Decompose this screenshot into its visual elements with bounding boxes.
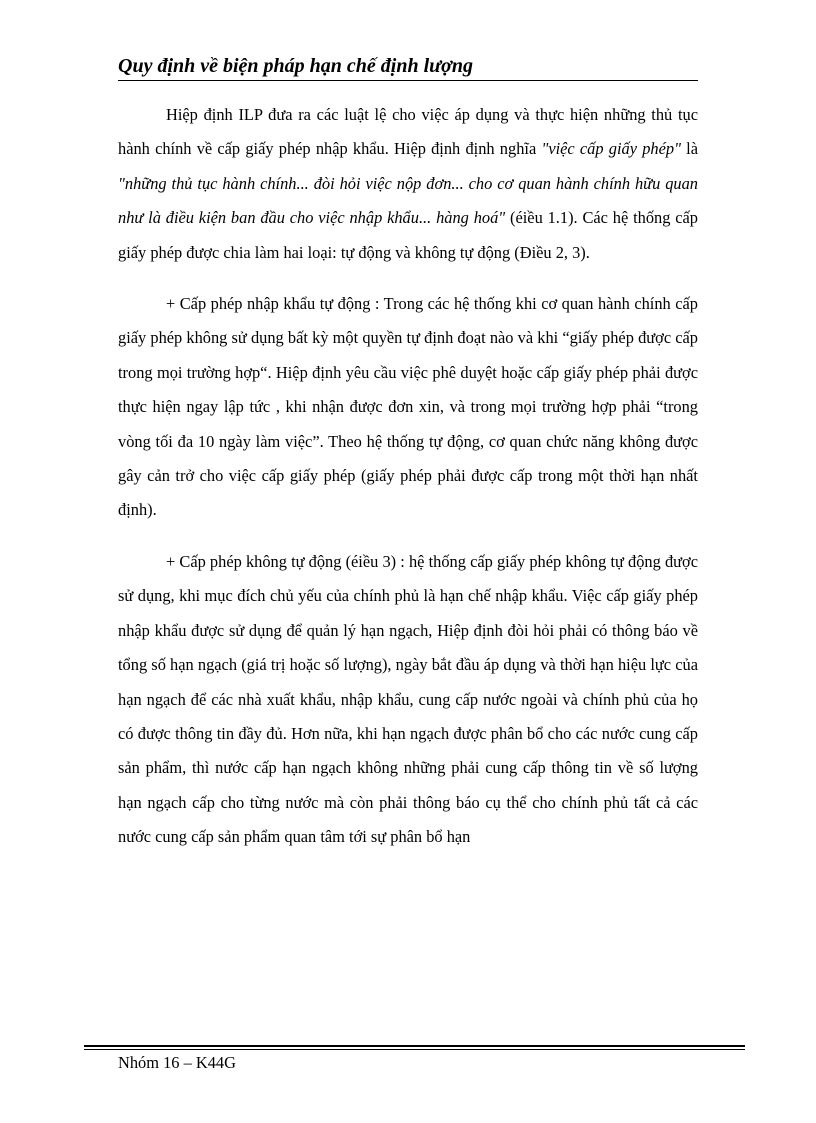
paragraph-text: (éiều 1.1). Các hệ thống cấp giấy phép được chia làm hai loại: tự động và không tự động (Điều 2, 3). [118,208,699,262]
paragraph-automatic-licensing: + Cấp phép nhập khẩu tự động : Trong các hệ thống khi cơ quan hành chính cấp giấy phép không sử dụng bất kỳ một quyền tự định đoạt nào và khi “giấy phép được cấp trong mọi trường hợp“. Hiệp định yêu cầu việc phê duyệt hoặc cấp giấy phép phải được thực hiện ngay lập tức , khi nhận được đơn xin, và trong mọi trường hợp phải “trong vòng tối đa 10 ngày làm việc”. Theo hệ thống tự động, cơ quan chức năng không được gây cản trở cho việc cấp giấy phép (giấy phép phải được cấp trong một thời hạn nhất định). [118,294,698,520]
page-title: Quy định về biện pháp hạn chế định lượng [118,55,473,77]
page-header [118,52,698,81]
footer-divider [84,1045,745,1047]
paragraph-text: Hiệp định ILP đưa ra các luật lệ cho việc áp dụng và thực hiện những thủ tục hành chính về cấp giấy phép nhập khẩu. Hiệp định định nghĩa [118,105,698,159]
page-footer: Nhóm 16 – K44G [118,1053,236,1072]
paragraph-ilp-definition [118,98,698,270]
document-body [118,98,698,855]
quote-licensing-definition: "những thủ tục hành chính... đòi hỏi việc nộp đơn... cho cơ quan hành chính hữu quan như là điều kiện ban đầu cho việc nhập khẩu... hàng hoá" [118,173,698,228]
paragraph-text: là [680,139,698,159]
paragraph-non-automatic-licensing: + Cấp phép không tự động (éiều 3) : hệ thống cấp giấy phép không tự động được sử dụng, khi mục đích chủ yếu của chính phủ là hạn chế nhập khẩu. Việc cấp giấy phép nhập khẩu được sử dụng để quản lý hạn ngạch, Hiệp định đòi hỏi phải có thông báo về tổng số hạn ngạch (giá trị hoặc số lượng), ngày bắt đầu áp dụng và thời hạn hiệu lực của hạn ngạch để các nhà xuất khẩu, nhập khẩu, cung cấp nước ngoài và chính phủ của họ có được thông tin đầy đủ. Hơn nữa, khi hạn ngạch được phân bổ cho các nước cung cấp sản phẩm, thì nước cấp hạn ngạch không những phải cung cấp thông tin về số lượng hạn ngạch cấp cho từng nước mà còn phải thông báo cụ thể cho chính phủ tất cả các nước cung cấp sản phẩm quan tâm tới sự phân bổ hạn [118,551,698,847]
quote-licensing-term: "việc cấp giấy phép" [541,139,681,159]
